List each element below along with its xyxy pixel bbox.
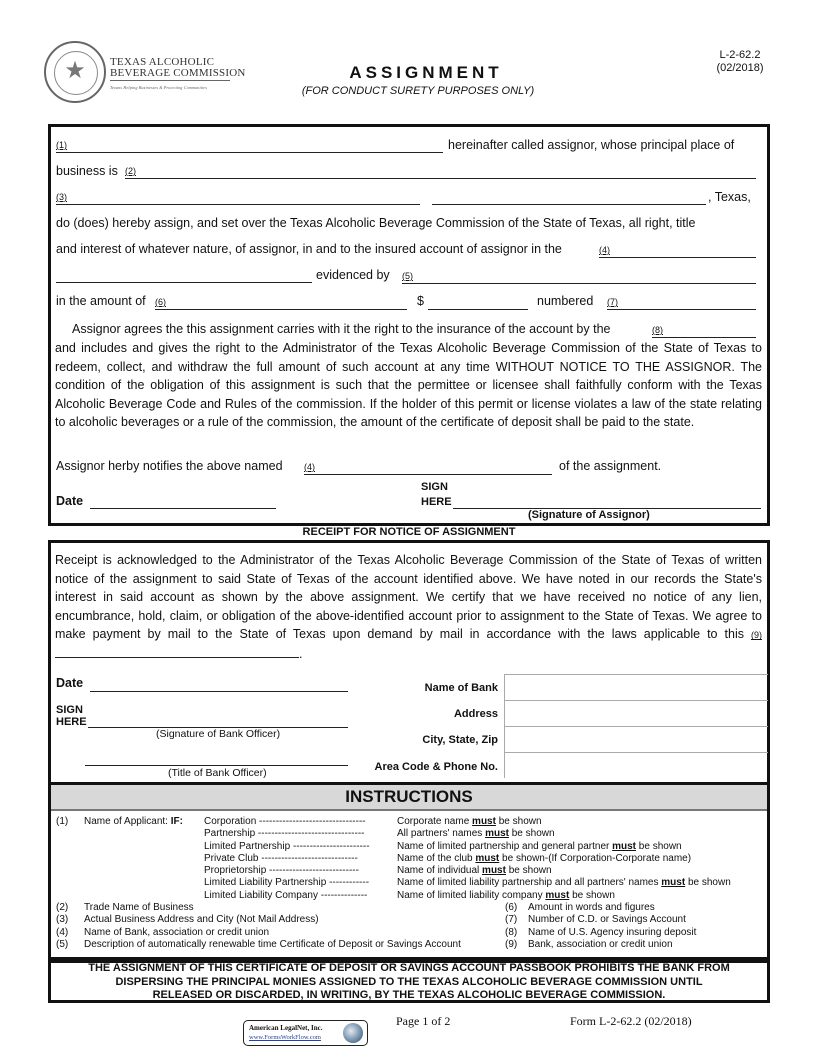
date-label: Date — [56, 494, 84, 508]
instr-num: (8) — [505, 926, 518, 938]
receipt-period: . — [299, 646, 303, 661]
business-city-field[interactable] — [432, 190, 706, 205]
receipt-heading: RECEIPT FOR NOTICE OF ASSIGNMENT — [302, 526, 516, 538]
evidenced-by-label: evidenced by — [316, 268, 390, 282]
instr-num-1: (1) — [56, 816, 69, 827]
instr-text: Actual Business Address and City (Not Mail Address) — [84, 914, 319, 926]
bank-officer-signature-field[interactable] — [88, 713, 348, 728]
form-identifier — [700, 49, 780, 75]
bank-type-field[interactable] — [55, 645, 299, 658]
bank-city-state-zip-input[interactable] — [505, 726, 768, 752]
bank-address-input[interactable] — [505, 700, 768, 726]
field-marker-4b: (4) — [304, 462, 315, 472]
legalnet-badge[interactable] — [243, 1020, 368, 1046]
instr-text: Number of C.D. or Savings Account — [528, 914, 686, 926]
bank-officer-title-field[interactable] — [85, 751, 348, 766]
bank-city-label: City, State, Zip — [422, 734, 498, 746]
bank-address-label: Address — [453, 708, 498, 720]
instr-num: (2) — [56, 902, 69, 913]
assignor-signature-caption: (Signature of Assignor) — [528, 509, 650, 521]
agency-name-line2: BEVERAGE COMMISSION — [110, 67, 246, 79]
receipt-text: Receipt is acknowledged to the Administrator of the Texas Alcoholic Beverage Commission of the State of Texas of written notice of the assignment to said State of Texas of the account identified above. We have noted in our records the State's interest in said account as shown by the above assignment. We certify that we have received no notice of any lien, encumbrance, hold, claim, or obligation of the above-identified account prior to assignment to the State of Texas. We agree to make payment by mail to the State of Texas upon demand by mail in accordance with the laws applicable to this — [55, 553, 762, 642]
entity-requirement: Name of individual must be shown — [397, 865, 552, 877]
entity-requirement: Name of limited partnership and general partner must be shown — [397, 840, 682, 852]
bank-sign-label: SIGN — [56, 704, 83, 716]
amount-of-label: in the amount of — [56, 294, 146, 308]
instr-num: (4) — [56, 926, 69, 938]
principal-place-field[interactable] — [125, 164, 756, 179]
globe-icon — [343, 1023, 363, 1043]
field-marker-8: (8) — [652, 325, 663, 335]
field-marker-5: (5) — [402, 271, 413, 281]
account-number-field[interactable] — [607, 295, 756, 310]
bank-name-field[interactable] — [599, 243, 756, 258]
field-marker-7: (7) — [607, 297, 618, 307]
bank-info-grid — [504, 674, 768, 778]
instr-applicant — [84, 816, 183, 828]
instr-applicant-label: Name of Applicant: — [84, 816, 168, 827]
instructions-heading: INSTRUCTIONS — [51, 782, 767, 811]
receipt-paragraph — [55, 551, 762, 664]
bank-officer-title-caption: (Title of Bank Officer) — [168, 767, 267, 779]
business-is-label: business is — [56, 164, 118, 178]
warning-line: DISPERSING THE PRINCIPAL MONIES ASSIGNED TO THE TEXAS ALCOHOLIC BEVERAGE COMMISSION UNTIL — [115, 975, 703, 988]
instr-text: Name of U.S. Agency insuring deposit — [528, 926, 697, 938]
bank-here-label: HERE — [56, 716, 87, 728]
entity-type-row: Private Club ----------------------------- — [204, 852, 358, 864]
instr-text: Bank, association or credit union — [528, 938, 673, 950]
entity-type-row: Limited Liability Partnership ------------ — [204, 877, 370, 889]
agency-name-line1: TEXAS ALCOHOLIC — [110, 56, 215, 68]
agency-tagline: Texans Helping Businesses & Protecting Communities — [110, 85, 208, 90]
entity-type-row: Partnership -------------------------------- — [204, 828, 365, 840]
warning-line: RELEASED OR DISCARDED, IN WRITING, BY THE TEXAS ALCOHOLIC BEVERAGE COMMISSION. — [152, 989, 666, 1001]
instr-num: (3) — [56, 914, 69, 926]
agreement-paragraph: and includes and gives the right to the Administrator of the Texas Alcoholic Beverage Commission of the State of Texas to redeem, collect, and withdraw the full amount of such account at any time WITHOUT NOTICE TO THE ASSIGNOR. The condition of the obligation of this assignment is such that the permittee or licensee shall faithfully conform with the Texas Alcoholic Beverage Code and Rules of the commission. If the holder of this permit or license violates a law of the state relating to alcoholic beverages or a rule of the commission, the amount of the certificate of deposit shall be paid to the state. — [55, 341, 762, 430]
assignor-date-field[interactable] — [90, 494, 276, 509]
entity-requirement: Corporate name must be shown — [397, 816, 542, 827]
insuring-agency-field[interactable] — [652, 323, 756, 338]
entity-type-list — [204, 816, 370, 902]
dollar-sign: $ — [417, 294, 424, 308]
page-subtitle: (FOR CONDUCT SURETY PURPOSES ONLY) — [301, 85, 535, 97]
bank-officer-signature-caption: (Signature of Bank Officer) — [156, 728, 281, 740]
badge-company: American LegalNet, Inc. — [249, 1024, 323, 1032]
field-marker-6: (6) — [155, 297, 166, 307]
bank-date-label: Date — [56, 676, 84, 690]
instr-num: (9) — [505, 938, 518, 950]
bank-name-continued-field[interactable] — [56, 268, 312, 283]
instr-right-texts — [528, 902, 696, 951]
form-number: L-2-62.2 — [719, 49, 761, 61]
instr-if-label: IF: — [170, 816, 183, 827]
sign-label: SIGN — [421, 481, 448, 493]
instr-num: (6) — [505, 902, 518, 913]
interest-clause: and interest of whatever nature, of assignor, in and to the insured account of assignor in the — [56, 242, 562, 256]
instr-text: Description of automatically renewable time Certificate of Deposit or Savings Account — [84, 938, 461, 950]
instr-left-texts — [84, 902, 461, 951]
notifies-label: Assignor herby notifies the above named — [56, 459, 283, 473]
field-marker-2: (2) — [125, 166, 136, 176]
instr-left-nums — [56, 902, 68, 951]
entity-type-row: Limited Liability Company -------------- — [204, 889, 368, 901]
amount-figures-field[interactable] — [428, 295, 528, 310]
entity-requirement: Name of the club must be shown-(If Corporation-Corporate name) — [397, 852, 692, 864]
amount-words-field[interactable] — [155, 295, 407, 310]
business-address-field[interactable] — [56, 190, 420, 205]
deposit-description-field[interactable] — [402, 269, 756, 284]
instr-text: Name of Bank, association or credit union — [84, 926, 270, 938]
badge-link[interactable]: www.FormsWorkFlow.com — [249, 1034, 321, 1041]
assignor-signature-field[interactable] — [453, 494, 761, 509]
page-title: ASSIGNMENT — [349, 63, 503, 82]
instr-num: (5) — [56, 938, 69, 950]
bank-phone-label: Area Code & Phone No. — [374, 761, 498, 773]
warning-line: THE ASSIGNMENT OF THIS CERTIFICATE OF DEPOSIT OR SAVINGS ACCOUNT PASSBOOK PROHIBITS THE BANK FROM — [88, 962, 730, 974]
of-assignment-label: of the assignment. — [559, 459, 662, 473]
entity-requirement-list — [397, 816, 731, 902]
form-date: (02/2018) — [716, 62, 764, 74]
entity-requirement: Name of limited liability partnership and all partners' names must be shown — [397, 877, 731, 889]
bank-date-field[interactable] — [90, 677, 348, 692]
bank-name-input[interactable] — [505, 674, 768, 700]
here-label: HERE — [421, 496, 452, 508]
warning-text — [51, 962, 767, 1003]
entity-type-row: Corporation -------------------------------- — [204, 816, 366, 827]
field-marker-4: (4) — [599, 245, 610, 255]
instr-text: Trade Name of Business — [84, 902, 194, 913]
instr-text: Amount in words and figures — [528, 902, 655, 913]
entity-requirement: All partners' names must be shown — [397, 828, 555, 840]
assign-clause: do (does) hereby assign, and set over the Texas Alcoholic Beverage Commission of the State of Texas, all right, title — [56, 216, 696, 230]
field-marker-1: (1) — [56, 140, 67, 150]
entity-requirement: Name of limited liability company must be shown — [397, 889, 615, 901]
instr-right-nums — [505, 902, 517, 951]
entity-type-row: Proprietorship --------------------------- — [204, 865, 359, 877]
numbered-label: numbered — [537, 294, 594, 308]
notified-bank-field[interactable] — [304, 460, 552, 475]
bank-phone-input[interactable] — [505, 752, 768, 778]
page-indicator: Page 1 of 2 — [396, 1014, 451, 1028]
entity-type-row: Limited Partnership ----------------------- — [204, 840, 370, 852]
field-marker-3: (3) — [56, 192, 67, 202]
assignor-name-field[interactable] — [56, 138, 443, 153]
bank-name-label: Name of Bank — [424, 682, 498, 694]
field-marker-9: (9) — [750, 630, 762, 641]
star-icon: ★ — [64, 57, 86, 84]
agreement-lead: Assignor agrees the this assignment carries with it the right to the insurance of the account by the — [72, 322, 611, 336]
footer-form-number: Form L-2-62.2 (02/2018) — [570, 1014, 692, 1028]
texas-label: , Texas, — [708, 190, 751, 204]
assignor-clause: hereinafter called assignor, whose principal place of — [448, 138, 735, 152]
instr-num: (7) — [505, 914, 518, 926]
